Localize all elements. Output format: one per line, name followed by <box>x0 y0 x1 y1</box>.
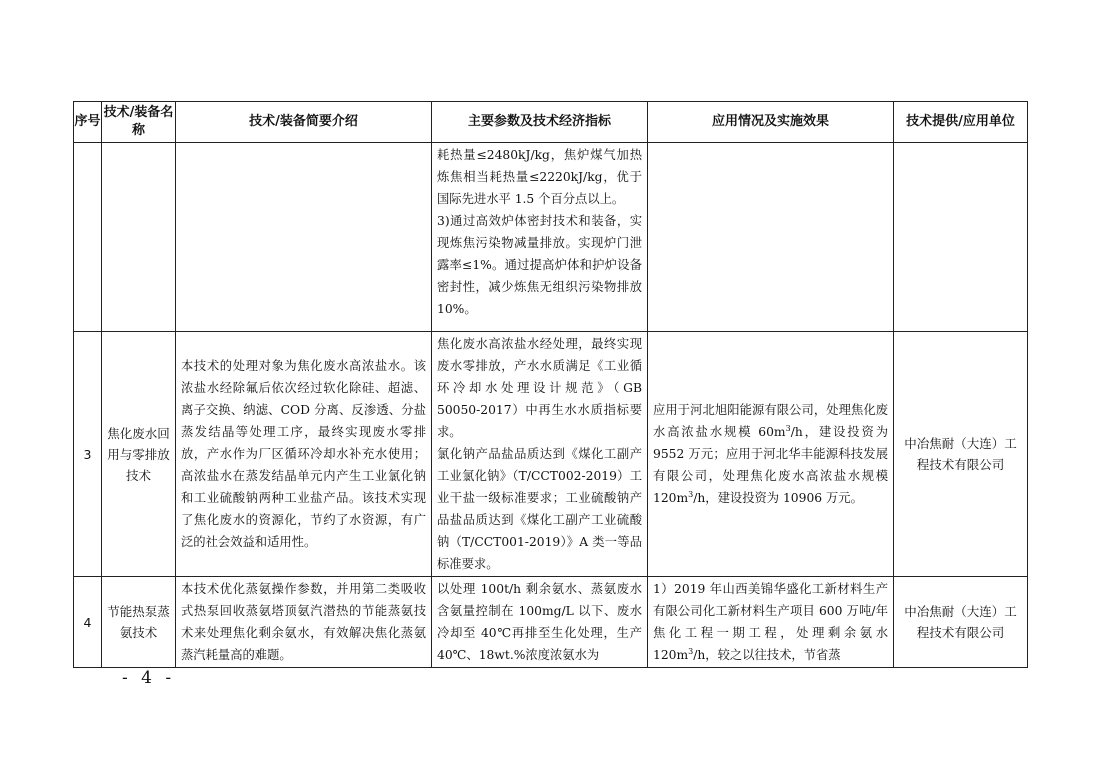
header-application: 应用情况及实施效果 <box>648 102 894 143</box>
cell-intro-empty <box>176 143 432 332</box>
cell-application <box>648 577 894 668</box>
tech-name-text: 焦化废水回用与零排放技术 <box>107 425 170 483</box>
table-header-row <box>74 102 1028 143</box>
cell-application-empty <box>648 143 894 332</box>
cell-tech-name <box>102 577 176 668</box>
cell-name-empty <box>102 143 176 332</box>
intro-text: 本技术优化蒸氨操作参数，并用第二类吸收式热泵回收蒸氨塔顶氨汽潜热的节能蒸氨技术来处理焦化剩余氨水，有效解决焦化蒸氨蒸汽耗量高的难题。 <box>181 582 426 662</box>
cell-provider-empty <box>894 143 1028 332</box>
params-paragraph: 焦化废水高浓盐水经处理，最终实现废水零排放，产水水质满足《工业循环冷却水处理设计规范》（GB 50050-2017）中再生水水质指标要求。 <box>437 337 642 439</box>
superscript-three: 3 <box>688 489 694 499</box>
provider-text: 中冶焦耐（大连）工程技术有限公司 <box>904 436 1017 472</box>
header-name: 技术/装备名称 <box>102 102 176 143</box>
provider-text: 中冶焦耐（大连）工程技术有限公司 <box>904 604 1017 640</box>
table-row-continued <box>74 143 1028 332</box>
params-paragraph: 3)通过高效炉体密封技术和装备，实现炼焦污染物减量排放。实现炉门泄露率≤1%。通过提高炉体和护炉设备密封性，减少炼焦无组织污染物排放 10%。 <box>437 214 642 316</box>
application-part: 1）2019 年山西美锦华盛化工新材料生产有限公司化工新材料生产项目 600 万吨/年焦化工程一期工程，处理剩余氨水 120m <box>653 582 888 662</box>
cell-params <box>432 332 648 577</box>
params-text: 以处理 100t/h 剩余氨水、蒸氨废水含氨量控制在 100mg/L 以下、废水冷却至 40℃再排至生化处理，生产 40℃、18wt.%浓度浓氨水为 <box>437 582 642 662</box>
application-text <box>648 577 893 667</box>
tech-name-text: 节能热泵蒸氨技术 <box>107 604 170 640</box>
params-paragraph: 氯化钠产品盐品质达到《煤化工副产工业氯化钠》（T/CCT002-2019）工业干盐一级标准要求；工业硫酸钠产品盐品质达到《煤化工副产工业硫酸钠（T/CCT001-2019）》A 类一等品标准要求。 <box>437 447 642 571</box>
application-part: /h，建设投资为 10906 万元。 <box>693 491 863 505</box>
application-part: /h，较之以往技术，节省蒸 <box>693 648 841 662</box>
cell-seq-empty <box>74 143 102 332</box>
cell-intro <box>176 577 432 668</box>
technology-table <box>73 101 1028 668</box>
header-intro: 技术/装备简要介绍 <box>176 102 432 143</box>
application-part: /h，建设投资为 9552 万元；应用于河北华丰能源科技发展有限公司，处理焦化废水高浓盐水规模 120m <box>653 425 888 505</box>
page-number: - 4 - <box>122 668 176 688</box>
table-row-4 <box>74 577 1028 668</box>
header-params: 主要参数及技术经济指标 <box>432 102 648 143</box>
cell-tech-name <box>102 332 176 577</box>
cell-provider <box>894 332 1028 577</box>
application-part: 应用于河北旭阳能源有限公司，处理焦化废水高浓盐水规模 60m <box>653 403 888 439</box>
application-text <box>648 398 893 510</box>
cell-seq: 3 <box>74 332 102 577</box>
header-seq: 序号 <box>74 102 102 143</box>
cell-params <box>432 143 648 332</box>
cell-params <box>432 577 648 668</box>
intro-text: 本技术的处理对象为焦化废水高浓盐水。该浓盐水经除氟后依次经过软化除硅、超滤、离子交换、纳滤、COD 分离、反渗透、分盐蒸发结晶等处理工序，最终实现废水零排放，产水作为厂区循环冷却水补充水使用；高浓盐水在蒸发结晶单元内产生工业氯化钠和工业硫酸钠两种工业盐产品。该技术实现了焦化废水的资源化，节约了水资源，有广泛的社会效益和适用性。 <box>181 359 426 549</box>
cell-intro <box>176 332 432 577</box>
header-provider: 技术提供/应用单位 <box>894 102 1028 143</box>
cell-provider <box>894 577 1028 668</box>
superscript-three: 3 <box>688 646 694 656</box>
params-paragraph: 耗热量≤2480kJ/kg，焦炉煤气加热炼焦相当耗热量≤2220kJ/kg，优于国际先进水平 1.5 个百分点以上。 <box>437 148 642 206</box>
table-row-3 <box>74 332 1028 577</box>
params-text <box>432 143 647 321</box>
cell-application <box>648 332 894 577</box>
superscript-three: 3 <box>785 423 791 433</box>
params-text <box>432 332 647 576</box>
cell-seq: 4 <box>74 577 102 668</box>
